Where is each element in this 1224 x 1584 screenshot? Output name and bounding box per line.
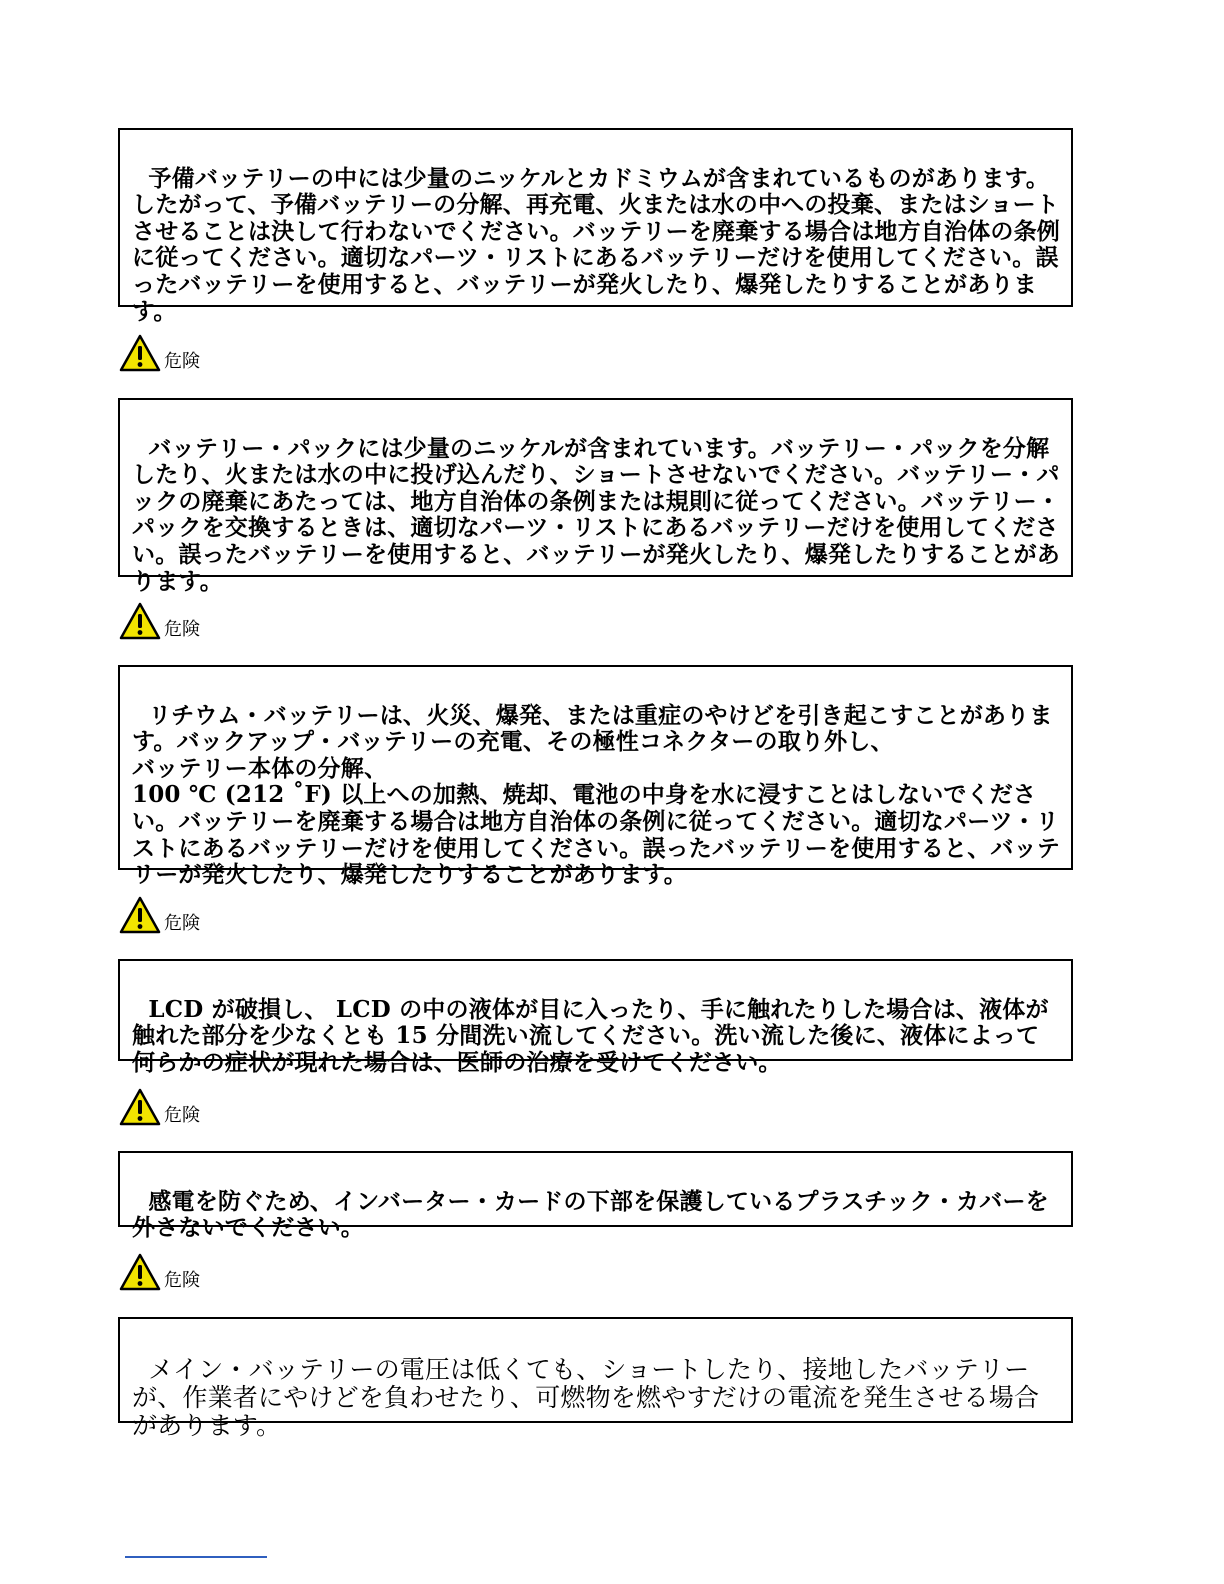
notice-text: バッテリー・パックには少量のニッケルが含まれています。バッテリー・パックを分解したり、火または水の中に投げ込んだり、ショートさせないでください。バッテリー・パックの廃棄にあたっては、地方自治体の条例または規則に従ってください。バッテリー・パックを交換するときは、適切なパーツ・リストにあるバッテリーだけを使用してください。誤ったバッテリーを使用すると、バッテリーが発火したり、爆発したりすることがあります。: [132, 434, 1060, 595]
warning-triangle-icon: [118, 895, 162, 935]
danger-label-text: 危険: [164, 1270, 200, 1291]
danger-label: [118, 893, 200, 935]
notice-box-inverter-card: [118, 1151, 1073, 1242]
danger-label-text: 危険: [164, 1105, 200, 1126]
notice-text: リチウム・バッテリーは、火災、爆発、または重症のやけどを引き起こすことがあります。バックアップ・バッテリーの充電、その極性コネクターの取り外し、 バッテリー本体の分解、 100 ℃ (212 ˚F) 以上への加熱、焼却、電池の中身を水に浸すことはしないでください。バッテリーを廃棄する場合は地方自治体の条例に従ってください。適切なパーツ・リストにあるバッテリーだけを使用してください。誤ったバッテリーを使用すると、バッテリーが発火したり、爆発したりすることがあります。: [132, 701, 1060, 889]
footer-rule: [125, 1556, 267, 1558]
danger-label-text: 危険: [164, 351, 200, 372]
warning-triangle-icon: [118, 1087, 162, 1127]
notice-text: 感電を防ぐため、インバーター・カードの下部を保護しているプラスチック・カバーを外さないでください。: [132, 1187, 1049, 1242]
danger-label: [118, 1085, 200, 1127]
danger-label: [118, 1250, 200, 1292]
notice-box-spare-battery: [118, 128, 1073, 325]
danger-label-text: 危険: [164, 619, 200, 640]
danger-label: [118, 599, 200, 641]
warning-triangle-icon: [118, 1252, 162, 1292]
notice-box-battery-pack: [118, 398, 1073, 595]
notice-box-lithium-battery: [118, 665, 1073, 889]
danger-label-text: 危険: [164, 913, 200, 934]
warning-triangle-icon: [118, 333, 162, 373]
notice-box-main-battery: [118, 1317, 1073, 1440]
notice-box-lcd: [118, 959, 1073, 1076]
notice-text: メイン・バッテリーの電圧は低くても、ショートしたり、接地したバッテリーが、作業者にやけどを負わせたり、可燃物を燃やすだけの電流を発生させる場合があります。: [132, 1355, 1040, 1440]
notice-text: 予備バッテリーの中には少量のニッケルとカドミウムが含まれているものがあります。したがって、予備バッテリーの分解、再充電、火または水の中への投棄、またはショートさせることは決して行わないでください。バッテリーを廃棄する場合は地方自治体の条例に従ってください。適切なパーツ・リストにあるバッテリーだけを使用してください。誤ったバッテリーを使用すると、バッテリーが発火したり、爆発したりすることがあります。: [132, 164, 1060, 325]
danger-label: [118, 331, 200, 373]
notice-text: LCD が破損し、 LCD の中の液体が目に入ったり、手に触れたりした場合は、液体が触れた部分を少なくとも 15 分間洗い流してください。洗い流した後に、液体によって何らかの症状が現れた場合は、医師の治療を受けてください。: [132, 995, 1049, 1076]
warning-triangle-icon: [118, 601, 162, 641]
